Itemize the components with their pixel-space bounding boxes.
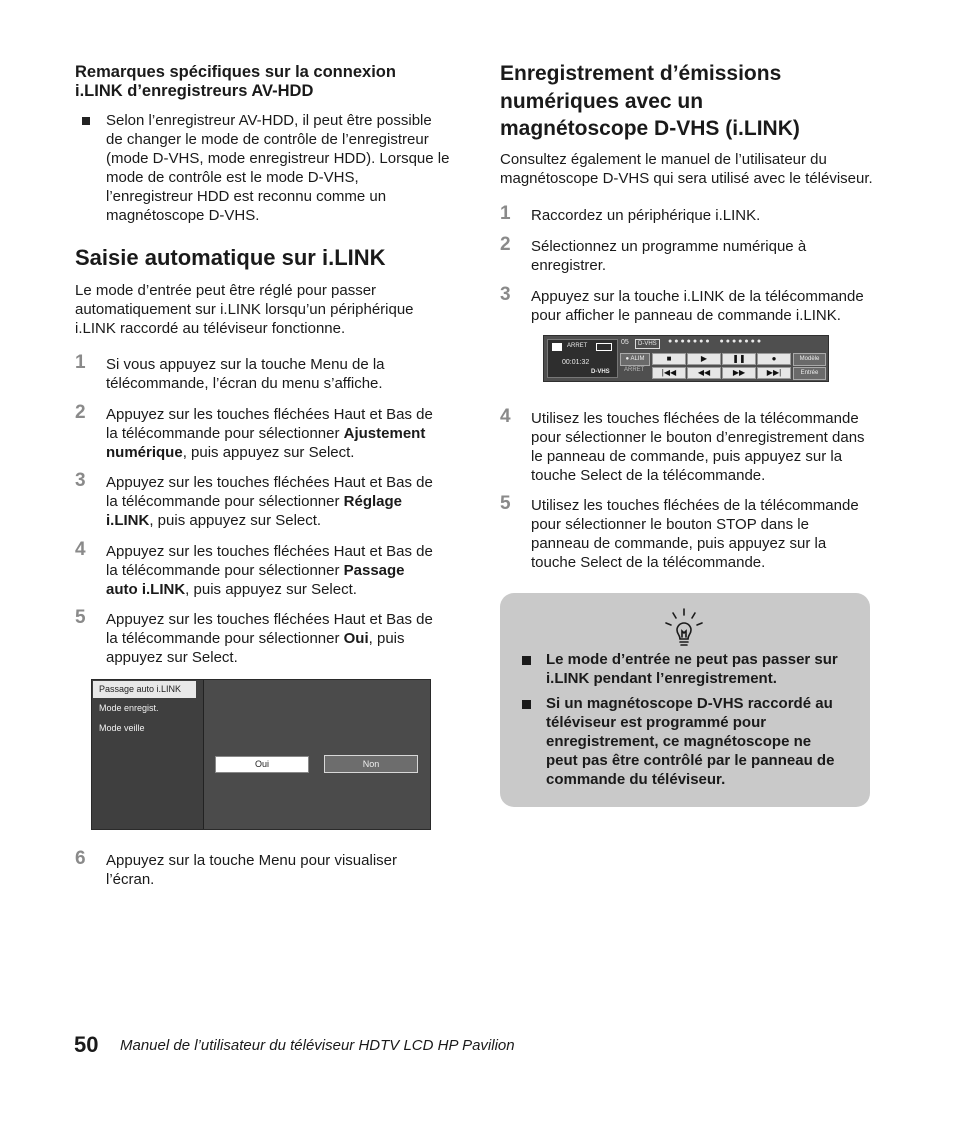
- remarks-line: l’enregistreur HDD est reconnu comme un: [106, 188, 387, 205]
- step-bold-text: i.LINK: [106, 512, 150, 529]
- step-number: 2: [75, 402, 86, 423]
- remarks-heading-line1: Remarques spécifiques sur la connexion: [75, 63, 396, 81]
- skip-back-button[interactable]: |◀◀: [652, 367, 686, 379]
- step-line: [106, 443, 433, 462]
- dvhs-heading-line3: magnétoscope D-VHS (i.LINK): [500, 117, 800, 140]
- step-number: 3: [75, 470, 86, 491]
- step-line: Appuyez sur la touche Menu pour visualiser: [106, 852, 397, 869]
- fast-forward-button[interactable]: ▶▶: [722, 367, 756, 379]
- skip-forward-button[interactable]: ▶▶|: [757, 367, 791, 379]
- arret-label: ARRET: [624, 367, 645, 373]
- bullet-square-icon: [522, 656, 531, 665]
- dvhs-tag: D-VHS: [635, 339, 660, 349]
- step-line: le panneau de commande, puis appuyez sur la: [531, 448, 843, 465]
- intro-line: magnétoscope D-VHS qui sera utilisé avec le téléviseur.: [500, 170, 873, 187]
- step-line: Appuyez sur la touche i.LINK de la télécommande: [531, 288, 864, 305]
- step-line: [106, 561, 433, 580]
- remarks-line: magnétoscope D-VHS.: [106, 207, 260, 224]
- note-line: Le mode d’entrée ne peut pas passer sur: [546, 651, 838, 668]
- menu-item-mode-enregist[interactable]: Mode enregist.: [99, 703, 159, 713]
- step-bold-text: Oui: [343, 630, 369, 647]
- step-line: Appuyez sur les touches fléchées Haut et Bas de: [106, 406, 433, 423]
- intro-line: Consultez également le manuel de l’utilisateur du: [500, 151, 827, 168]
- input-button[interactable]: [793, 367, 826, 380]
- step-number: 2: [500, 234, 511, 255]
- menu-screenshot: [91, 679, 431, 830]
- step-line: Si vous appuyez sur la touche Menu de la: [106, 356, 385, 373]
- dvhs-heading: [500, 60, 880, 143]
- dvhs-intro: [500, 150, 890, 188]
- step-bold-text: Passage: [343, 562, 405, 579]
- step-number: 5: [75, 607, 86, 628]
- input-label: Entrée: [800, 370, 819, 376]
- step-line: appuyez sur Select.: [106, 649, 238, 666]
- step-number: 1: [75, 352, 86, 373]
- remarks-line: de changer le mode de contrôle de l’enregistreur: [106, 131, 429, 148]
- model-button[interactable]: [793, 353, 826, 366]
- menu-item-passage-auto[interactable]: Passage auto i.LINK: [93, 681, 196, 698]
- step-bold-text: Réglage: [343, 493, 402, 510]
- step-line: l’écran.: [106, 871, 155, 888]
- stop-indicator-icon: [552, 343, 562, 351]
- step-line: enregistrer.: [531, 257, 607, 274]
- note-line: téléviseur est programmé pour: [546, 714, 767, 731]
- step-bold-text: auto i.LINK: [106, 581, 186, 598]
- step-text: la télécommande pour sélectionner: [106, 562, 344, 579]
- step-number: 6: [75, 848, 86, 869]
- no-button[interactable]: Non: [324, 755, 418, 773]
- step-line: pour sélectionner le bouton STOP dans le: [531, 516, 809, 533]
- menu-item-mode-veille[interactable]: Mode veille: [99, 723, 145, 733]
- step-line: Sélectionnez un programme numérique à: [531, 238, 807, 255]
- note-line: enregistrement, ce magnétoscope ne: [546, 733, 812, 750]
- step-line: Appuyez sur les touches fléchées Haut et Bas de: [106, 611, 433, 628]
- step-line: Utilisez les touches fléchées de la télécommande: [531, 497, 859, 514]
- step-line: Raccordez un périphérique i.LINK.: [531, 207, 761, 224]
- remarks-line: mode de contrôle est le mode D-VHS,: [106, 169, 359, 186]
- step-text: , puis appuyez sur Select.: [182, 444, 355, 461]
- step-line: [106, 424, 433, 443]
- rewind-button[interactable]: ◀◀: [687, 367, 721, 379]
- step-text: , puis: [368, 630, 405, 647]
- pause-button[interactable]: ❚❚: [722, 353, 756, 365]
- auto-ilink-heading: Saisie automatique sur i.LINK: [75, 245, 386, 270]
- remarks-heading-line2: i.LINK d’enregistreurs AV-HDD: [75, 82, 314, 100]
- auto-ilink-intro: [75, 281, 455, 338]
- step-line: panneau de commande, puis appuyez sur la: [531, 535, 827, 552]
- bullet-square-icon: [522, 700, 531, 709]
- intro-line: i.LINK raccordé au téléviseur fonctionne.: [75, 320, 346, 337]
- step-line: Appuyez sur les touches fléchées Haut et Bas de: [106, 474, 433, 491]
- model-label: Modèle: [799, 356, 820, 362]
- step-text: la télécommande pour sélectionner: [106, 425, 344, 442]
- record-button[interactable]: ●: [757, 353, 791, 365]
- step-line: touche Select de la télécommande.: [531, 554, 766, 571]
- step-line: pour sélectionner le bouton d’enregistrement dans: [531, 429, 865, 446]
- status-time: 00:01:32: [562, 359, 590, 366]
- status-arret: ARRET: [567, 343, 588, 349]
- page-number: 50: [74, 1032, 99, 1057]
- alim-button[interactable]: [620, 353, 650, 366]
- status-dvhs: D-VHS: [591, 369, 610, 375]
- footer-title: Manuel de l’utilisateur du téléviseur HDTV LCD HP Pavilion: [120, 1037, 515, 1054]
- device-dots: ●●●●●●● ●●●●●●●: [668, 338, 764, 345]
- step-bold-text: numérique: [106, 444, 183, 461]
- alim-label: ● ALIM: [625, 356, 645, 362]
- step-line: Appuyez sur les touches fléchées Haut et Bas de: [106, 543, 433, 560]
- play-button[interactable]: ▶: [687, 353, 721, 365]
- step-line: [106, 629, 433, 648]
- dvhs-heading-line2: numériques avec un: [500, 89, 704, 113]
- remarks-line: (mode D-VHS, mode enregistreur HDD). Lorsque le: [106, 150, 450, 167]
- step-line: [106, 511, 433, 530]
- step-line: Utilisez les touches fléchées de la télécommande: [531, 410, 859, 427]
- bullet-square-icon: [82, 117, 90, 125]
- step-number: 5: [500, 493, 511, 514]
- tape-icon: [596, 343, 612, 351]
- remarks-heading: [75, 63, 455, 101]
- step-line: touche Select de la télécommande.: [531, 467, 766, 484]
- note-line: Si un magnétoscope D-VHS raccordé au: [546, 695, 833, 712]
- step-number: 1: [500, 203, 511, 224]
- intro-line: Le mode d’entrée peut être réglé pour passer: [75, 282, 377, 299]
- lightbulb-icon: [664, 607, 704, 649]
- step-text: , puis appuyez sur Select.: [185, 581, 357, 598]
- step-line: [106, 580, 433, 599]
- step-number: 4: [75, 539, 86, 560]
- step-line: pour afficher le panneau de commande i.LINK.: [531, 307, 841, 324]
- yes-button[interactable]: Oui: [215, 756, 309, 773]
- step-text: la télécommande pour sélectionner: [106, 630, 344, 647]
- step-line: [106, 492, 433, 511]
- step-line: télécommande, l’écran du menu s’affiche.: [106, 375, 383, 392]
- channel-number: 05: [621, 339, 629, 346]
- note-line: commande du téléviseur.: [546, 771, 726, 788]
- status-display: [547, 339, 618, 378]
- remarks-line: Selon l’enregistreur AV-HDD, il peut être possible: [106, 112, 432, 129]
- stop-button[interactable]: ■: [652, 353, 686, 365]
- step-text: la télécommande pour sélectionner: [106, 493, 344, 510]
- note-line: peut pas être contrôlé par le panneau de: [546, 752, 835, 769]
- step-number: 3: [500, 284, 511, 305]
- step-text: , puis appuyez sur Select.: [149, 512, 322, 529]
- note-line: i.LINK pendant l’enregistrement.: [546, 670, 777, 687]
- step-number: 4: [500, 406, 511, 427]
- intro-line: automatiquement sur i.LINK lorsqu’un périphérique: [75, 301, 414, 318]
- tip-note-box: [500, 593, 870, 807]
- ilink-control-panel: [543, 335, 829, 382]
- dvhs-heading-line1: Enregistrement d’émissions: [500, 62, 782, 85]
- step-bold-text: Ajustement: [343, 425, 426, 442]
